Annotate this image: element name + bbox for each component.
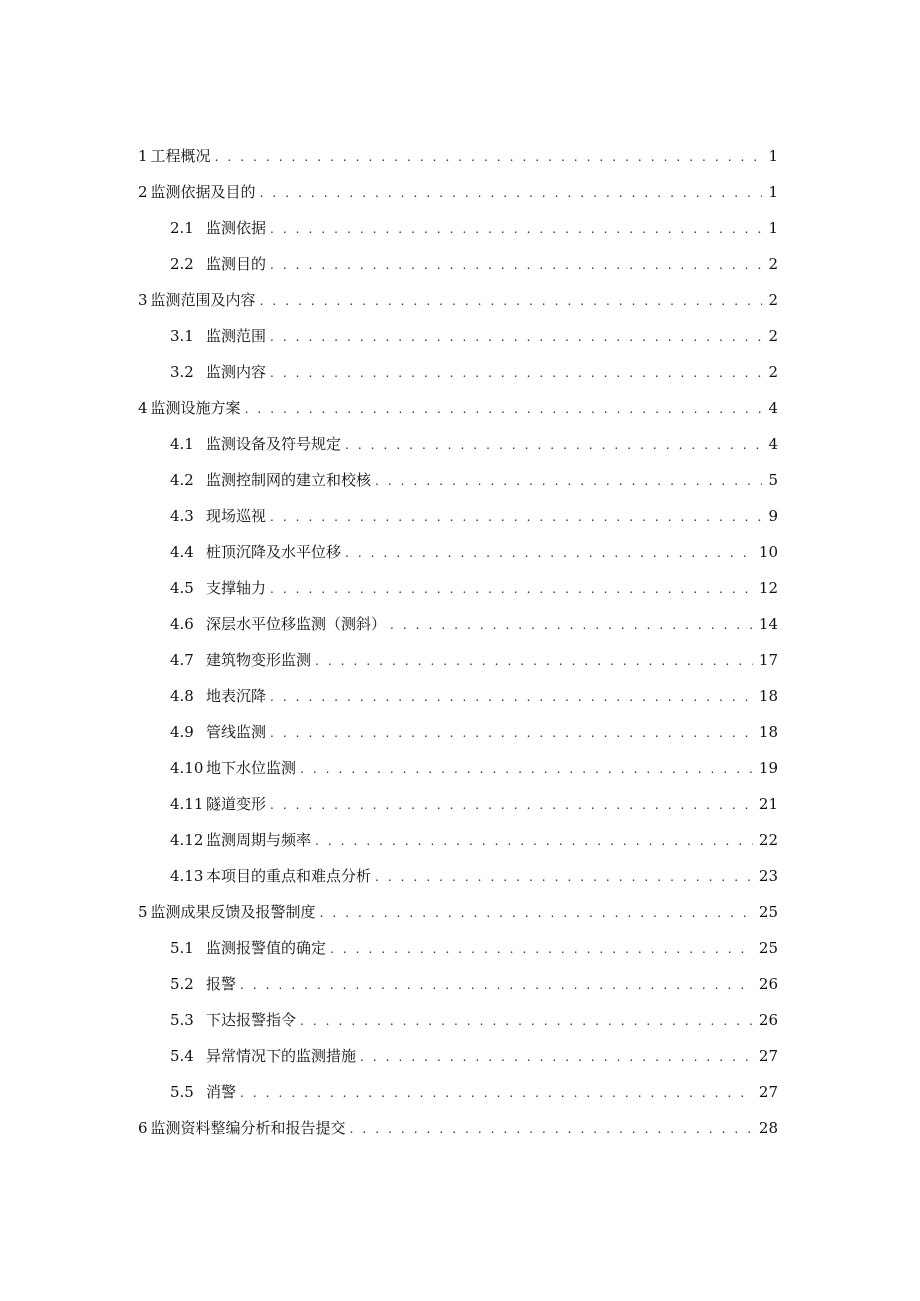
toc-dot-leader — [260, 175, 763, 211]
toc-entry-page: 2 — [768, 291, 778, 309]
toc-entry-page: 5 — [768, 471, 778, 489]
toc-entry-title: 地表沉降 — [206, 687, 267, 705]
toc-entry-page: 12 — [758, 579, 778, 597]
toc-dot-leader — [270, 571, 753, 607]
toc-entry-title: 建筑物变形监测 — [206, 651, 312, 669]
toc-dot-leader — [270, 211, 762, 247]
toc-entry-title: 管线监测 — [206, 723, 267, 741]
toc-entry-title: 监测范围 — [206, 327, 267, 345]
toc-entry[interactable] — [138, 714, 778, 750]
toc-entry[interactable] — [138, 1002, 778, 1038]
toc-dot-leader — [375, 463, 762, 499]
toc-dot-leader — [315, 823, 753, 859]
toc-dot-leader — [390, 607, 753, 643]
toc-dot-leader — [345, 535, 753, 571]
toc-dot-leader — [245, 391, 763, 427]
toc-entry-number: 6 — [138, 1119, 148, 1137]
toc-entry-number: 4.3 — [170, 507, 194, 525]
toc-entry-title: 监测控制网的建立和校核 — [206, 471, 372, 489]
toc-entry-title: 深层水平位移监测（测斜） — [206, 615, 387, 633]
toc-entry-number: 2 — [138, 183, 148, 201]
toc-entry-title: 监测依据 — [206, 219, 267, 237]
toc-entry[interactable] — [138, 930, 778, 966]
toc-entry-number: 2.2 — [170, 255, 194, 273]
toc-entry-page: 26 — [758, 1011, 778, 1029]
toc-entry-title: 地下水位监测 — [206, 759, 297, 777]
toc-entry[interactable] — [138, 462, 778, 498]
toc-entry-page: 21 — [758, 795, 778, 813]
toc-entry[interactable] — [138, 174, 778, 210]
toc-dot-leader — [375, 859, 753, 895]
toc-entry-page: 2 — [768, 327, 778, 345]
toc-entry[interactable] — [138, 570, 778, 606]
toc-entry-page: 25 — [758, 939, 778, 957]
toc-entry-title: 监测目的 — [206, 255, 267, 273]
toc-entry-number: 3.1 — [170, 327, 194, 345]
toc-entry-page: 27 — [758, 1047, 778, 1065]
toc-entry[interactable] — [138, 606, 778, 642]
toc-entry-page: 2 — [768, 363, 778, 381]
toc-entry[interactable] — [138, 894, 778, 930]
toc-entry-number: 4.12 — [170, 831, 204, 849]
toc-dot-leader — [300, 1003, 753, 1039]
toc-entry-number: 4 — [138, 399, 148, 417]
toc-entry[interactable] — [138, 1074, 778, 1110]
toc-entry-page: 23 — [758, 867, 778, 885]
toc-entry-title: 现场巡视 — [206, 507, 267, 525]
toc-entry-page: 14 — [758, 615, 778, 633]
toc-entry-number: 5.4 — [170, 1047, 194, 1065]
toc-dot-leader — [300, 751, 753, 787]
toc-entry-page: 1 — [768, 147, 778, 165]
toc-entry-title: 监测内容 — [206, 363, 267, 381]
toc-entry-page: 1 — [768, 219, 778, 237]
toc-entry-page: 18 — [758, 687, 778, 705]
toc-entry-page: 9 — [768, 507, 778, 525]
toc-entry-title: 异常情况下的监测措施 — [206, 1047, 357, 1065]
toc-dot-leader — [240, 967, 753, 1003]
toc-entry-title: 监测报警值的确定 — [206, 939, 327, 957]
toc-dot-leader — [270, 355, 762, 391]
toc-entry[interactable] — [138, 282, 778, 318]
toc-entry-number: 4.6 — [170, 615, 194, 633]
toc-entry-page: 26 — [758, 975, 778, 993]
toc-entry[interactable] — [138, 858, 778, 894]
toc-entry-title: 监测周期与频率 — [206, 831, 312, 849]
toc-dot-leader — [315, 643, 753, 679]
toc-entry-page: 19 — [758, 759, 778, 777]
toc-entry[interactable] — [138, 426, 778, 462]
toc-entry[interactable] — [138, 246, 778, 282]
toc-entry-number: 5.5 — [170, 1083, 194, 1101]
toc-entry-number: 4.4 — [170, 543, 194, 561]
toc-entry-title: 消警 — [206, 1083, 237, 1101]
toc-entry[interactable] — [138, 498, 778, 534]
toc-entry-page: 25 — [758, 903, 778, 921]
toc-entry-page: 17 — [758, 651, 778, 669]
toc-entry[interactable] — [138, 534, 778, 570]
toc-dot-leader — [260, 283, 763, 319]
toc-entry-number: 5 — [138, 903, 148, 921]
toc-entry-page: 1 — [768, 183, 778, 201]
toc-entry-page: 22 — [758, 831, 778, 849]
toc-dot-leader — [270, 715, 753, 751]
table-of-contents — [138, 138, 778, 1146]
toc-entry-number: 4.11 — [170, 795, 204, 813]
toc-entry-number: 5.2 — [170, 975, 194, 993]
toc-entry-number: 4.9 — [170, 723, 194, 741]
toc-entry-number: 4.10 — [170, 759, 204, 777]
toc-entry[interactable] — [138, 138, 778, 174]
toc-entry[interactable] — [138, 390, 778, 426]
toc-entry[interactable] — [138, 210, 778, 246]
toc-entry[interactable] — [138, 822, 778, 858]
toc-entry[interactable] — [138, 786, 778, 822]
toc-entry-title: 支撑轴力 — [206, 579, 267, 597]
toc-entry-number: 4.5 — [170, 579, 194, 597]
toc-entry-page: 10 — [758, 543, 778, 561]
toc-entry-title: 下达报警指令 — [206, 1011, 297, 1029]
toc-dot-leader — [350, 1111, 753, 1147]
toc-dot-leader — [270, 247, 762, 283]
toc-entry-title: 监测成果反馈及报警制度 — [150, 903, 316, 921]
toc-entry[interactable] — [138, 642, 778, 678]
toc-entry-page: 2 — [768, 255, 778, 273]
toc-dot-leader — [270, 319, 762, 355]
toc-dot-leader — [270, 499, 762, 535]
toc-entry-page: 4 — [768, 399, 778, 417]
toc-entry-number: 4.7 — [170, 651, 194, 669]
toc-entry-title: 报警 — [206, 975, 237, 993]
toc-entry-title: 本项目的重点和难点分析 — [206, 867, 372, 885]
toc-entry-number: 3.2 — [170, 363, 194, 381]
toc-entry-title: 工程概况 — [150, 147, 211, 165]
toc-entry[interactable] — [138, 966, 778, 1002]
toc-entry-title: 桩顶沉降及水平位移 — [206, 543, 342, 561]
toc-dot-leader — [215, 139, 763, 175]
toc-entry-page: 27 — [758, 1083, 778, 1101]
toc-entry-number: 5.1 — [170, 939, 194, 957]
toc-entry[interactable] — [138, 750, 778, 786]
toc-entry-number: 4.1 — [170, 435, 194, 453]
toc-dot-leader — [320, 895, 753, 931]
toc-entry-title: 监测依据及目的 — [150, 183, 256, 201]
toc-entry-number: 4.2 — [170, 471, 194, 489]
toc-entry[interactable] — [138, 354, 778, 390]
toc-dot-leader — [270, 787, 753, 823]
toc-entry-page: 28 — [758, 1119, 778, 1137]
toc-entry-title: 监测资料整编分析和报告提交 — [150, 1119, 346, 1137]
toc-dot-leader — [330, 931, 753, 967]
toc-entry-page: 4 — [768, 435, 778, 453]
toc-entry-title: 监测范围及内容 — [150, 291, 256, 309]
toc-entry-title: 监测设备及符号规定 — [206, 435, 342, 453]
toc-entry[interactable] — [138, 1038, 778, 1074]
toc-entry[interactable] — [138, 318, 778, 354]
toc-dot-leader — [345, 427, 762, 463]
toc-dot-leader — [360, 1039, 753, 1075]
toc-entry-page: 18 — [758, 723, 778, 741]
toc-entry-number: 1 — [138, 147, 148, 165]
toc-entry-number: 5.3 — [170, 1011, 194, 1029]
toc-entry[interactable] — [138, 678, 778, 714]
toc-entry-title: 监测设施方案 — [150, 399, 241, 417]
toc-dot-leader — [240, 1075, 753, 1111]
toc-entry-number: 2.1 — [170, 219, 194, 237]
toc-entry-number: 4.13 — [170, 867, 204, 885]
toc-entry-title: 隧道变形 — [206, 795, 267, 813]
toc-entry[interactable] — [138, 1110, 778, 1146]
toc-entry-number: 4.8 — [170, 687, 194, 705]
toc-entry-number: 3 — [138, 291, 148, 309]
toc-dot-leader — [270, 679, 753, 715]
